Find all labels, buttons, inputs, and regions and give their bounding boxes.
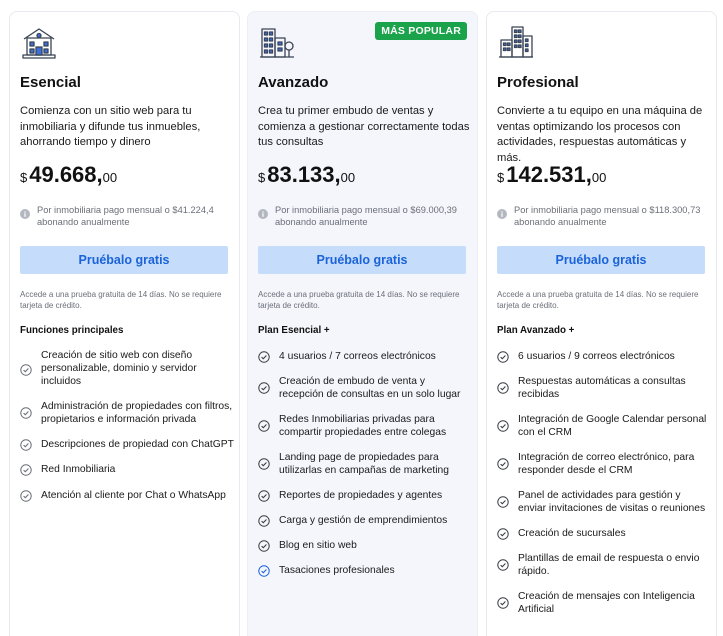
feature-item [497,552,711,578]
price-integer: 83.133, [267,162,341,187]
price-currency: $ [258,170,266,185]
feature-item [20,489,234,502]
plan-name: Avanzado [258,74,329,91]
features-title: Plan Avanzado + [497,325,575,336]
feature-list [20,349,234,502]
feature-list [497,349,711,616]
check-circle-icon [497,420,509,432]
price-integer: 142.531, [506,162,592,187]
feature-text: Tasaciones profesionales [279,565,395,576]
billing-note [258,205,470,228]
check-circle-icon [497,559,509,571]
info-icon [20,209,30,219]
feature-text: 6 usuarios / 9 correos electrónicos [518,351,675,362]
feature-item [497,489,711,515]
plan-price [20,162,117,188]
check-circle-icon [258,458,270,470]
feature-item [20,400,234,426]
house-icon [21,24,57,60]
try-free-button[interactable]: Pruébalo gratis [20,246,228,274]
plan-card-avanzado [247,11,478,636]
feature-text: Creación de embudo de venta y recepción de consultas en un solo lugar [279,376,461,400]
feature-text: Integración de Google Calendar personal con el CRM [518,414,707,438]
price-currency: $ [20,170,28,185]
price-decimals: 00 [102,170,118,185]
plan-card-esencial [9,11,240,636]
feature-text: Blog en sitio web [279,540,357,551]
feature-item [497,590,711,616]
feature-text: Creación de sucursales [518,528,626,539]
check-circle-icon [497,496,509,508]
check-circle-icon [497,351,509,363]
skyscrapers-icon [498,24,534,60]
trial-text: Accede a una prueba gratuita de 14 días. No se requiere tarjeta de crédito. [497,290,699,310]
billing-note-text: Por inmobiliaria pago mensual o $41.224,4 abonando anualmente [37,205,214,227]
plan-description: Crea tu primer embudo de ventas y comienza a gestionar correctamente todas tus consultas [258,105,470,148]
check-circle-icon [258,351,270,363]
feature-item [497,375,711,401]
feature-text: Plantillas de email de respuesta o envio rápido. [518,553,700,577]
plan-name: Esencial [20,74,81,91]
feature-list [258,349,472,577]
plan-description: Comienza con un sitio web para tu inmobiliaria y difunde tus inmuebles, ahorrando tiempo y dinero [20,105,201,148]
check-circle-icon [258,515,270,527]
billing-note [20,205,232,228]
check-circle-icon [258,382,270,394]
feature-item [258,539,472,552]
billing-note-text: Por inmobiliaria pago mensual o $118.300,73 abonando anualmente [514,205,701,227]
check-circle-icon [20,439,32,451]
feature-item [20,463,234,476]
feature-item [258,350,472,363]
plan-card-profesional [486,11,717,636]
check-circle-icon [258,490,270,502]
feature-text: Respuestas automáticas a consultas recibidas [518,376,686,400]
plan-name: Profesional [497,74,579,91]
feature-item [20,349,234,390]
feature-item [258,514,472,527]
check-circle-icon [497,597,509,609]
feature-text: 4 usuarios / 7 correos electrónicos [279,351,436,362]
feature-text: Panel de actividades para gestión y enviar invitaciones de visitas o reuniones [518,490,706,514]
plan-price [497,162,606,188]
check-circle-icon [258,565,270,577]
feature-item [497,350,711,363]
feature-item-highlighted [258,564,472,577]
feature-text: Integración de correo electrónico, para responder desde el CRM [518,452,695,476]
feature-text: Administración de propiedades con filtros, propietarios e información privada [41,401,233,425]
features-title: Plan Esencial + [258,325,330,336]
feature-item [258,451,472,477]
feature-text: Carga y gestión de emprendimientos [279,515,448,526]
check-circle-icon [20,407,32,419]
check-circle-icon [20,464,32,476]
try-free-button[interactable]: Pruébalo gratis [258,246,466,274]
plan-description: Convierte a tu equipo en una máquina de ventas optimizando los procesos con actividades, respuestas automáticas y más. [497,105,703,164]
feature-text: Reportes de propiedades y agentes [279,490,443,501]
check-circle-icon [497,382,509,394]
feature-item [497,527,711,540]
billing-note-text: Por inmobiliaria pago mensual o $69.000,39 abonando anualmente [275,205,457,227]
info-icon [497,209,507,219]
feature-text: Creación de mensajes con Inteligencia Artificial [518,591,695,615]
trial-text: Accede a una prueba gratuita de 14 días. No se requiere tarjeta de crédito. [20,290,222,310]
most-popular-badge: MÁS POPULAR [375,22,467,40]
feature-text: Landing page de propiedades para utilizarlas en campañas de marketing [279,452,449,476]
check-circle-icon [20,490,32,502]
feature-item [20,438,234,451]
check-circle-icon [258,540,270,552]
price-currency: $ [497,170,505,185]
feature-text: Creación de sitio web con diseño personalizable, dominio y servidor incluidos [41,350,197,387]
info-icon [258,209,268,219]
check-circle-icon [497,458,509,470]
feature-text: Atención al cliente por Chat o WhatsApp [41,490,226,501]
billing-note [497,205,709,228]
feature-text: Redes Inmobiliarias privadas para compartir propiedades entre colegas [279,414,447,438]
check-circle-icon [20,364,32,376]
features-title: Funciones principales [20,325,124,336]
feature-text: Red Inmobiliaria [41,464,116,475]
price-integer: 49.668, [29,162,103,187]
feature-item [258,375,472,401]
trial-text: Accede a una prueba gratuita de 14 días. No se requiere tarjeta de crédito. [258,290,460,310]
price-decimals: 00 [591,170,607,185]
try-free-button[interactable]: Pruébalo gratis [497,246,705,274]
feature-item [258,413,472,439]
check-circle-icon [497,528,509,540]
feature-item [497,451,711,477]
check-circle-icon [258,420,270,432]
feature-item [497,413,711,439]
plan-price [258,162,355,188]
price-decimals: 00 [340,170,356,185]
feature-item [258,489,472,502]
office-buildings-icon [259,24,295,60]
feature-text: Descripciones de propiedad con ChatGPT [41,439,234,450]
